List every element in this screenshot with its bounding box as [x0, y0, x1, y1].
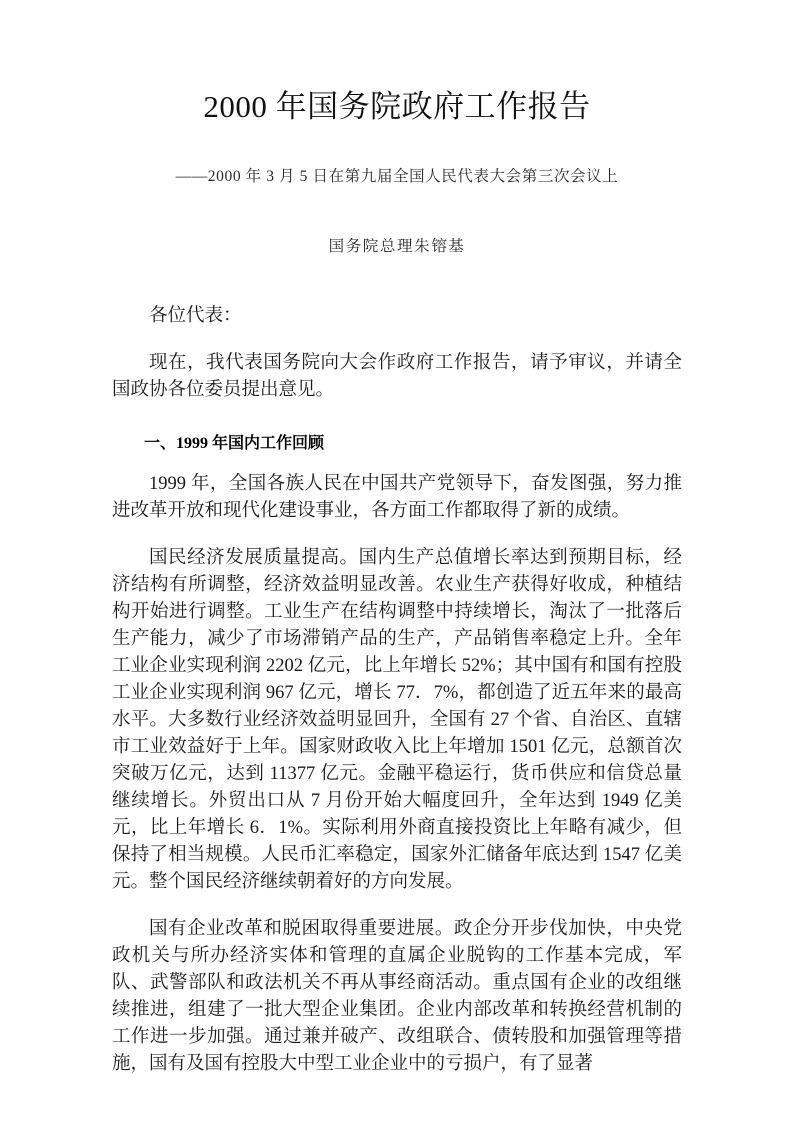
page-title: 2000 年国务院政府工作报告 — [203, 89, 591, 124]
document-author: 国务院总理朱镕基 — [328, 238, 466, 256]
salutation: 各位代表： — [149, 306, 242, 327]
page-content — [112, 0, 682, 1078]
section-heading-1: 一、1999 年国内工作回顾 — [144, 435, 325, 453]
document-subtitle: ——2000 年 3 月 5 日在第九届全国人民代表大会第三次会议上 — [175, 167, 619, 185]
intro-paragraph: 现在，我代表国务院向大会作政府工作报告，请予审议，并请全国政协各位委员提出意见。 — [112, 353, 682, 401]
section-1-paragraph-1: 1999 年，全国各族人民在中国共产党领导下，奋发图强，努力推进改革开放和现代化建设事业，各方面工作都取得了新的成绩。 — [112, 474, 682, 522]
section-1-paragraph-2: 国民经济发展质量提高。国内生产总值增长率达到预期目标，经济结构有所调整，经济效益明显改善。农业生产获得好收成，种植结构开始进行调整。工业生产在结构调整中持续增长，淘汰了一批落后生产能力，减少了市场滞销产品的生产，产品销售率稳定上升。全年工业企业实现利润 2202 亿元，比上年增长 52%；其中国有和国有控股工业企业实现利润 967 亿元，增长 77．7%，都创造了近五年来的最高水平。大多数行业经济效益明显回升，全国有 27 个省、自治区、直辖市工业效益好于上年。国家财政收入比上年增加 1501 亿元，总额首次突破万亿元，达到 11377 亿元。金融平稳运行，货币供应和信贷总量继续增长。外贸出口从 7 月份开始大幅度回升，全年达到 1949 亿美元，比上年增长 6．1%。实际利用外商直接投资比上年略有减少，但保持了相当规模。人民币汇率稳定，国家外汇储备年底达到 1547 亿美元。整个国民经济继续朝着好的方向发展。 — [112, 548, 682, 893]
section-1-paragraph-3: 国有企业改革和脱困取得重要进展。政企分开步伐加快，中央党政机关与所办经济实体和管理的直属企业脱钩的工作基本完成，军队、武警部队和政法机关不再从事经商活动。重点国有企业的改组继续推进，组建了一批大型企业集团。企业内部改革和转换经营机制的工作进一步加强。通过兼并破产、改组联合、债转股和加强管理等措施，国有及国有控股大中型工业企业中的亏损户，有了显著 — [112, 919, 682, 1075]
